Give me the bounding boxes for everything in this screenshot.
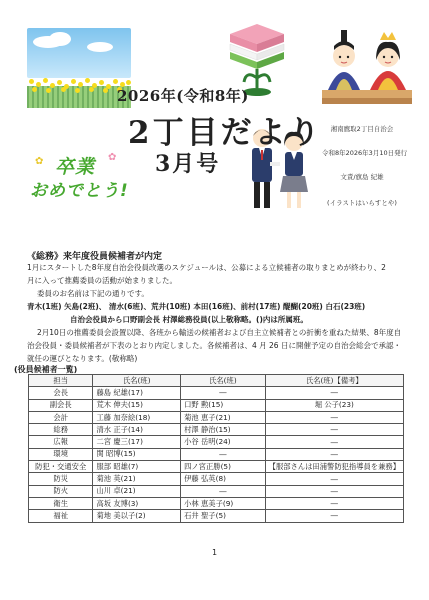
name-cell: 関 昭博(15) — [93, 448, 181, 460]
newsletter-title: 2丁目だより — [128, 115, 323, 151]
committee-members: 青木(1班) 矢島(2班)、 清水(6班)、荒井(10班) 本田(16班)、前村(17班) 醍醐(20班) 白石(23班) — [27, 302, 366, 311]
name-cell: ― — [265, 485, 403, 497]
name-cell: 荒木 伸夫(15) — [93, 399, 181, 411]
name-cell: ― — [265, 387, 403, 399]
table-row — [29, 399, 404, 411]
role-cell: 衛生 — [29, 497, 93, 509]
paragraph: 2月10日の推薦委員会設置以降、各班から輸送の候補者および自主立候補者との折衝を重ねた結果、8年度自 — [37, 328, 402, 337]
column-header: 担当 — [29, 375, 93, 387]
name-cell: 菊地 美以子(2) — [93, 510, 181, 522]
name-cell: ― — [265, 424, 403, 436]
table-row — [29, 485, 404, 497]
role-cell: 広報 — [29, 436, 93, 448]
role-cell: 環境 — [29, 448, 93, 460]
name-cell: 菊池 恵子(21) — [181, 411, 266, 423]
name-cell: ― — [265, 436, 403, 448]
name-cell: 四ノ宮正勝(5) — [181, 461, 266, 473]
role-cell: 会長 — [29, 387, 93, 399]
issue-year: 2026年(令和8年) — [117, 87, 249, 105]
name-cell: 口野 勲(15) — [181, 399, 266, 411]
name-cell: ― — [181, 387, 266, 399]
name-cell: 山川 卓(21) — [93, 485, 181, 497]
table-row — [29, 424, 404, 436]
name-cell: ― — [265, 510, 403, 522]
table-row — [29, 448, 404, 460]
table-row — [29, 411, 404, 423]
name-cell: 堀 公子(23) — [265, 399, 403, 411]
name-cell: ― — [181, 485, 266, 497]
paragraph: 治会役員・委員候補者が下表のとおり内定しました。各候補者は、4 月 26 日に開催予定の自治会総会で承認・ — [27, 341, 401, 350]
paragraph: 1月にスタートした8年度自治会役員改選のスケジュールは、公募による立候補者の取りまとめが終わり、2 — [27, 263, 386, 272]
graduation-heading: 卒業 — [55, 156, 96, 178]
page-number: 1 — [211, 548, 218, 557]
role-cell: 副会長 — [29, 399, 93, 411]
table-row — [29, 387, 404, 399]
column-header: 氏名(班) — [181, 375, 266, 387]
table-header-row — [29, 375, 404, 387]
role-cell: 福祉 — [29, 510, 93, 522]
hina-dolls-icon — [322, 20, 412, 108]
name-cell: 石井 聖子(5) — [181, 510, 266, 522]
committee-officers: 自治会役員から口野副会長 村澤総務役員(以上敬称略。()内は所属班。 — [70, 315, 308, 324]
column-header: 氏名(班)【備考】 — [265, 375, 403, 387]
name-cell: ― — [265, 473, 403, 485]
officer-candidates-table — [28, 374, 404, 523]
association-name: 湘南鷹取2丁目自治会 — [330, 125, 394, 133]
table-row — [29, 461, 404, 473]
graduation-message: おめでとう! — [30, 181, 129, 201]
table-caption: (役員候補者一覧) — [14, 365, 78, 374]
name-cell: 菊池 英(21) — [93, 473, 181, 485]
name-cell: 伊藤 弘英(8) — [181, 473, 266, 485]
name-cell: 服部 昭雄(7) — [93, 461, 181, 473]
table-row — [29, 497, 404, 509]
role-cell: 防火 — [29, 485, 93, 497]
name-cell: 高坂 友博(3) — [93, 497, 181, 509]
name-cell: ― — [181, 448, 266, 460]
column-header: 氏名(班) — [93, 375, 181, 387]
name-cell: 小谷 岳明(24) — [181, 436, 266, 448]
name-cell: 二宮 慶三(17) — [93, 436, 181, 448]
table-row — [29, 436, 404, 448]
name-cell: ― — [265, 448, 403, 460]
name-cell: 清水 正子(14) — [93, 424, 181, 436]
editor-credit: 文責/旗島 紀雄 — [340, 173, 384, 181]
name-cell: 【服部さんは田浦警防犯指導員を兼務】 — [265, 461, 403, 473]
table-row — [29, 510, 404, 522]
sky-illustration — [27, 28, 131, 78]
paragraph: 委員のお名前は下記の通りです。 — [37, 289, 149, 298]
star-icon: ✿ — [35, 156, 44, 167]
issue-month: 3月号 — [155, 151, 221, 177]
role-cell: 総務 — [29, 424, 93, 436]
article-title: 《総務》来年度役員候補者が内定 — [27, 252, 163, 262]
name-cell: 小林 恵美子(9) — [181, 497, 266, 509]
name-cell: ― — [265, 497, 403, 509]
publish-date: 令和8年2026年3月10日発行 — [322, 149, 408, 157]
role-cell: 防災 — [29, 473, 93, 485]
paragraph: 月に入って推薦委員の活動が始まりました。 — [27, 276, 177, 285]
paragraph: 就任の運びとなります。(敬称略) — [27, 354, 138, 363]
illustration-credit: (イラストはいらすとや) — [327, 199, 397, 207]
table-row — [29, 473, 404, 485]
star-icon: ✿ — [108, 152, 117, 163]
name-cell: 藤島 紀雄(17) — [93, 387, 181, 399]
name-cell: ― — [265, 411, 403, 423]
name-cell: 工藤 加奈絵(18) — [93, 411, 181, 423]
role-cell: 会計 — [29, 411, 93, 423]
name-cell: 村澤 静治(15) — [181, 424, 266, 436]
role-cell: 防犯・交通安全 — [29, 461, 93, 473]
rapeseed-flowers-icon — [27, 78, 131, 106]
